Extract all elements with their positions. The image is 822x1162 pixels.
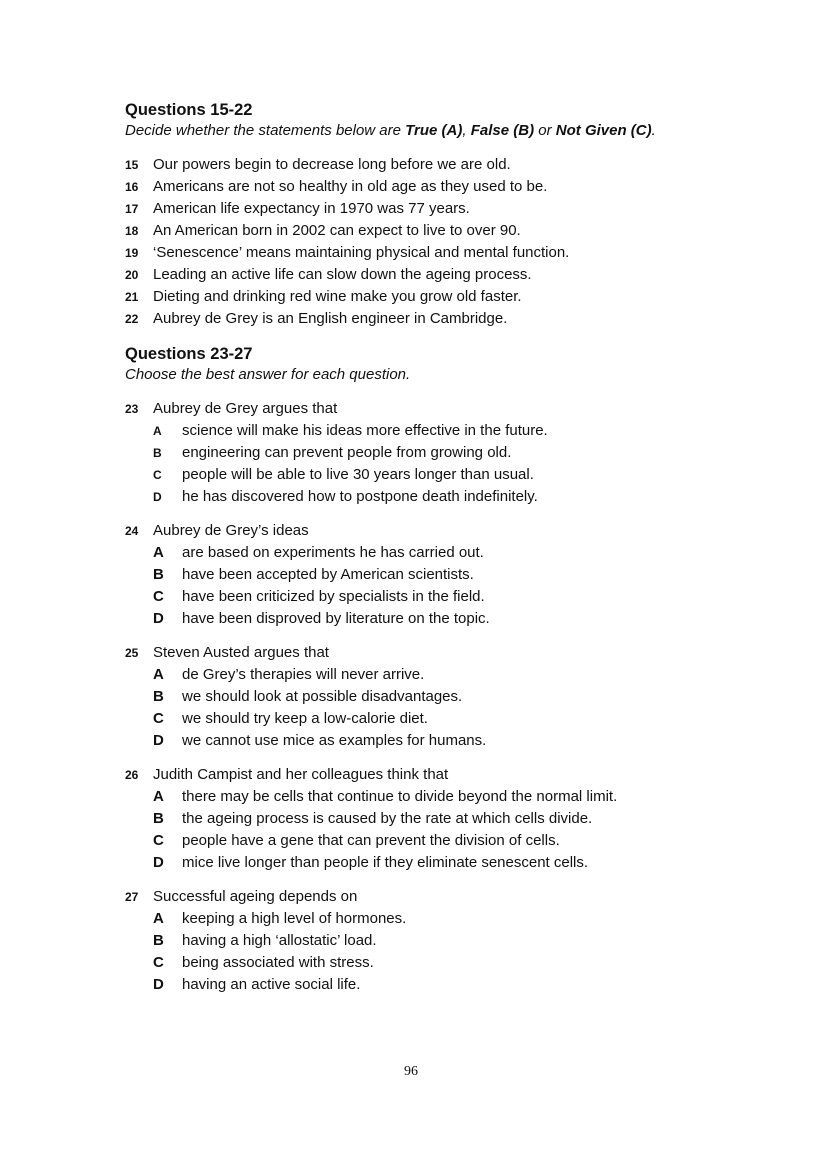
answer-option [125, 786, 745, 808]
section-true-false [125, 100, 745, 330]
option-letter: B [153, 688, 164, 705]
option-letter: B [153, 810, 164, 827]
statement [125, 176, 745, 198]
question-number: 26 [125, 768, 139, 782]
answer-option [125, 564, 745, 586]
answer-option [125, 930, 745, 952]
option-text: he has discovered how to postpone death indefinitely. [182, 488, 538, 505]
option-text: have been criticized by specialists in the field. [182, 588, 485, 605]
question-stem [125, 642, 745, 664]
question-number: 24 [125, 524, 139, 538]
statement-text: ‘Senescence’ means maintaining physical and mental function. [153, 244, 570, 261]
statement [125, 154, 745, 176]
question-stem-text: Aubrey de Grey’s ideas [153, 522, 309, 539]
statement [125, 286, 745, 308]
option-letter: A [153, 544, 164, 561]
answer-option [125, 464, 745, 486]
option-text: people will be able to live 30 years longer than usual. [182, 466, 534, 483]
option-text: are based on experiments he has carried out. [182, 544, 484, 561]
section-instruction [125, 120, 745, 142]
statement [125, 308, 745, 330]
answer-option [125, 664, 745, 686]
option-letter: A [153, 666, 164, 683]
instruction-text: Decide whether the statements below are [125, 122, 406, 139]
instruction-not-given: Not Given (C) [555, 122, 652, 139]
statement-text: Dieting and drinking red wine make you grow old faster. [153, 288, 522, 305]
instruction-false: False (B) [470, 122, 535, 139]
option-letter: A [153, 424, 162, 438]
question [125, 886, 745, 996]
question-number: 23 [125, 402, 139, 416]
option-letter: D [153, 490, 162, 504]
statement [125, 198, 745, 220]
option-text: having a high ‘allostatic’ load. [182, 932, 377, 949]
statement [125, 220, 745, 242]
statement-number: 20 [125, 268, 139, 282]
statement [125, 242, 745, 264]
answer-option [125, 686, 745, 708]
question-stem-text: Successful ageing depends on [153, 888, 358, 905]
answer-option [125, 442, 745, 464]
section-instruction: Choose the best answer for each question. [125, 366, 411, 383]
option-text: keeping a high level of hormones. [182, 910, 407, 927]
option-letter: B [153, 566, 164, 583]
option-letter: D [153, 854, 164, 871]
question [125, 764, 745, 874]
option-letter: C [153, 468, 162, 482]
option-letter: D [153, 610, 164, 627]
question-stem [125, 398, 745, 420]
answer-option [125, 608, 745, 630]
option-letter: A [153, 788, 164, 805]
question-stem [125, 886, 745, 908]
answer-option [125, 586, 745, 608]
instruction-separator: , [462, 122, 471, 139]
option-text: engineering can prevent people from growing old. [182, 444, 512, 461]
option-text: we cannot use mice as examples for humans. [182, 732, 487, 749]
answer-option [125, 908, 745, 930]
question [125, 398, 745, 508]
option-letter: C [153, 954, 164, 971]
option-text: there may be cells that continue to divide beyond the normal limit. [182, 788, 618, 805]
instruction-true: True (A) [405, 122, 463, 139]
option-text: we should look at possible disadvantages. [182, 688, 463, 705]
option-letter: B [153, 932, 164, 949]
option-text: we should try keep a low-calorie diet. [182, 710, 428, 727]
statement-text: Aubrey de Grey is an English engineer in Cambridge. [153, 310, 508, 327]
statement-text: Leading an active life can slow down the ageing process. [153, 266, 532, 283]
option-text: the ageing process is caused by the rate at which cells divide. [182, 810, 593, 827]
statement-number: 19 [125, 246, 139, 260]
option-text: de Grey’s therapies will never arrive. [182, 666, 425, 683]
option-letter: D [153, 732, 164, 749]
question-stem [125, 520, 745, 542]
option-letter: D [153, 976, 164, 993]
statement-number: 21 [125, 290, 139, 304]
answer-option [125, 808, 745, 830]
answer-option [125, 952, 745, 974]
question-stem-text: Judith Campist and her colleagues think that [153, 766, 449, 783]
statement-number: 22 [125, 312, 139, 326]
question-number: 27 [125, 890, 139, 904]
statement-number: 15 [125, 158, 139, 172]
answer-option [125, 830, 745, 852]
question-stem-text: Steven Austed argues that [153, 644, 329, 661]
statement-number: 18 [125, 224, 139, 238]
statement-text: An American born in 2002 can expect to live to over 90. [153, 222, 521, 239]
option-letter: C [153, 710, 164, 727]
question-number: 25 [125, 646, 139, 660]
option-text: have been disproved by literature on the topic. [182, 610, 490, 627]
question [125, 642, 745, 752]
page-number: 96 [404, 1064, 418, 1079]
option-letter: C [153, 588, 164, 605]
answer-option [125, 852, 745, 874]
statement-number: 17 [125, 202, 139, 216]
option-letter: C [153, 832, 164, 849]
answer-option [125, 730, 745, 752]
statement-text: American life expectancy in 1970 was 77 years. [153, 200, 470, 217]
option-text: mice live longer than people if they eliminate senescent cells. [182, 854, 589, 871]
option-text: being associated with stress. [182, 954, 374, 971]
answer-option [125, 420, 745, 442]
question-stem [125, 764, 745, 786]
answer-option [125, 974, 745, 996]
answer-option [125, 708, 745, 730]
section-title: Questions 15-22 [125, 101, 253, 119]
statement-number: 16 [125, 180, 139, 194]
option-text: science will make his ideas more effective in the future. [182, 422, 548, 439]
question-stem-text: Aubrey de Grey argues that [153, 400, 338, 417]
statement-text: Our powers begin to decrease long before we are old. [153, 156, 511, 173]
option-text: people have a gene that can prevent the division of cells. [182, 832, 560, 849]
option-text: having an active social life. [182, 976, 361, 993]
statement [125, 264, 745, 286]
option-letter: A [153, 910, 164, 927]
section-title: Questions 23-27 [125, 345, 253, 363]
answer-option [125, 542, 745, 564]
option-text: have been accepted by American scientists. [182, 566, 474, 583]
document-page [125, 100, 745, 1008]
question [125, 520, 745, 630]
statement-text: Americans are not so healthy in old age as they used to be. [153, 178, 548, 195]
section-multiple-choice [125, 344, 745, 996]
instruction-period: . [651, 122, 656, 139]
instruction-separator: or [534, 122, 556, 139]
answer-option [125, 486, 745, 508]
option-letter: B [153, 446, 162, 460]
